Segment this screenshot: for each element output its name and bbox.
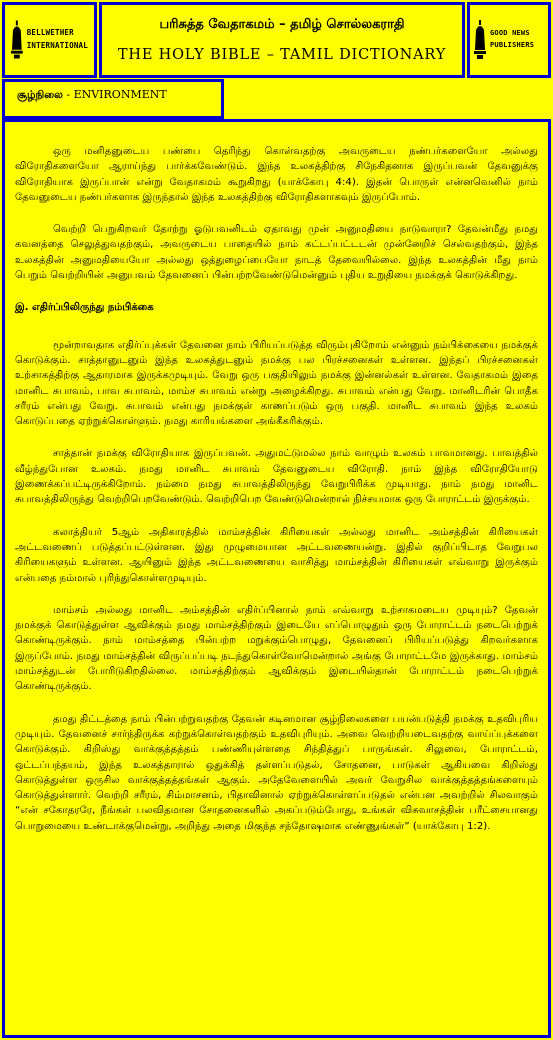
section-english: - ENVIRONMENT [66,88,167,101]
logo-line-1: GOOD NEWS [490,29,530,38]
section-tamil: சூழ்நிலை [17,89,63,101]
logo-line-1: BELLWETHER [26,28,74,38]
paragraph: வெற்றி பெறுகிறவர் தோற்று ஓடுபவனிடம் ஏதாவது முன் அனுமதியை நாடுவாரா? தேவன்மீது நமது கவனத்தை செலுத்துவதற்கும், அவருடைய பாதையில் நாம் கட்டப்பட்டடன் முன்னேறிச் செல்வதற்கும், இந்த உலகத்தின் அனுமதியையோ அல்லது ஒத்துழைப்பையோ நாடத் தேவையில்லை. இந்த உலகத்தின் மீது நாம் பெறும் வெற்றியின் அனுபவம் தேவனைப் பின்பற்றவேண்டுமென்னும் புதிய உறுதியை நமக்குக் கொடுக்கிறது. [15,224,538,282]
good-news-logo [467,2,551,78]
paragraph: மாம்சம் அல்லது மானிட அம்சத்தின் எதிர்ப்பினால் நாம் எவ்வாறு உற்சாகமடைய முடியும்? தேவன் நமக்குக் கொடுத்துள்ள ஆவிக்கும் நமது மாம்சத்திற்கும் இடையே எப்பொழுதும் ஒரு போராட்டம் நடைபெற்றுக் கொண்டிருக்கும். நாம் மாம்சத்தை பின்பற்ற மறுக்கும்பொழுது, தேவனைப் பிரியப்படுத்து கிறவர்களாக இருப்போம். நமது மாம்சத்தின் விருப்பப்படி நடந்துகொள்வோமென்றால் அங்கு போராட்டமே இருக்காது. மாம்சம் மாம்சத்துடன் போரிடுகிறதில்லை. மாம்சத்திற்கும் ஆவிக்கும் இடையில்தான் போராட்டம் நடைபெற்றுக் கொண்டிருக்கும். [15,604,538,693]
paragraph: கலாத்தியர் 5ஆம் அதிகாரத்தில் மாம்சத்தின் கிரியைகள் அல்லது மானிட அம்சத்தின் கிரியைகள் அட்டவணைப் படுத்தப்பட்டுள்ளன. இது முழுமையான அட்டவணையன்று. இதில் குறிப்பிடாத வேறுபல கிரியைகளும் உள்ளன. ஆயினும் இந்த அட்டவணையை வாசித்து மாம்சத்தின் கிரியைகள் எவ்வாறு இருக்கும் என்பதை நம்மால் புரிந்துகொள்ளமுடியும். [15,526,538,584]
bellwether-logo [2,2,97,78]
section-header [2,79,224,119]
paragraph: ஒரு மனிதனுடைய பண்பை தெரிந்து கொள்வதற்கு அவருடைய நண்பர்களையோ அல்லது விரோதிகளையோ ஆராய்ந்து பார்க்கவேண்டும். இந்த உலகத்திற்கு சிநேகிதனாக இருப்பவன் தேவனுக்கு விரோதியாக இருப்பான் என்று வேதாகமம் கூறுகிறது (யாக்கோபு 4:4). இதன் பொருள் என்னவெனில் நாம் தேவனுடைய நண்பர்களாக இருந்தால் இந்த உலகத்திற்கு விரோதிகளாகவும் இருப்போம். [15,146,538,203]
english-title: THE HOLY BIBLE – TAMIL DICTIONARY [117,47,447,63]
subheading: இ. எதிர்ப்பிலிருந்து நம்பிக்கை [15,302,154,314]
tamil-title: பரிசுத்த வேதாகமம் – தமிழ் சொல்லகராதி [159,17,405,32]
content-body [2,119,551,1038]
paragraph: சாத்தான் நமக்கு விரோதியாக இருப்பவன். அதுமட்டுமல்ல நாம் வாழும் உலகம் பாவமானது. பாவத்தில் வீழ்ந்துபோன உலகம். நமது மானிட சுபாவம் தேவனுடைய விரோதி. நாம் இந்த விரோதியோடு இணைக்கப்பட்டிருக்கிறோம். நம்மை நமது சுபாவத்திலிருந்து வேறுபிரிக்க முடியாது. நாம் நமது மானிட சுபாவத்திலிருந்து வெற்றிபெறவேண்டும். வெற்றிபெற வேண்டுமென்றால் நிச்சயமாக ஒரு போராட்டம் இருக்கும். [15,448,538,506]
logo-line-2: PUBLISHERS [490,41,535,49]
bell-icon [11,20,23,60]
paragraph: மூன்றாவதாக எதிர்ப்புக்கள் தேவனை நாம் பிரியப்படுத்த விரும்புகிறோம் என்னும் நம்பிக்கையை நமக்குக் கொடுக்கும். சாத்தானுடனும் இந்த உலகத்துடனும் நமக்கு பல பிரச்சனைகள் உள்ளன. இந்தப் பிரச்சனைகள் உற்சாகத்திற்கு ஆதாரமாக இருக்கமுடியும். வேறு ஒரு பகுதியிலும் நமக்கு இன்னல்கள் உள்ளன. வேதாகமம் இதை மானிட சுபாவம், பாவ சுபாவம், மாம்ச சுபாவம் என்று அழைக்கிறது. சுபாவம் என்பது வேறு. மானிடரின் பொதீக சரீரம் என்பது வேறு. சுபாவம் என்பது நமக்குள் காணப்படும் ஒரு பகுதி. மானிட சுபாவம் இந்த உலகம் கொடுப்பதை ஏற்றுக்கொள்ளும். நமது காரியங்களை அங்கீகரிக்கும். [15,339,538,428]
bell-icon [474,20,486,60]
logo-line-2: INTERNATIONAL [26,41,88,50]
header [99,2,465,78]
paragraph: தமது திட்டத்தை நாம் பின்பற்றுவதற்கு தேவன் கடினமான சூழ்நிலைகளை பயன்படுத்தி நமக்கு உதவிபுரிய முடியும். தேவனைச் சார்ந்திருக்க கற்றுக்கொள்வதற்கும் உதவிபுரியும். அவை வெற்றியடைவதற்கு வாய்ப்புக்களை கொடுக்கும். கிறிஸ்து வாக்குத்தத்தம் பண்ணியுள்ளதை சிந்தித்துப் பாருங்கள். சிலுவை, போராட்டம், ஒட்டப்பந்தயம், இந்த உலகத்தாரால் ஒதுக்கித் தள்ளப்படுதல், சோதனை, பாடுகள் ஆகியவை கிறிஸ்து கொடுத்துள்ள ஒருசில வாக்குத்தத்தங்கள் ஆகும். அதேவேளையில் அவர் வேறுசில வாக்குத்தத்தங்களையும் கொடுத்துள்ளார். வெற்றி சரீரம், சிம்மாசனம், பிதாவினால் ஏற்றுக்கொள்ளப்படுதல் என்பன அவற்றில் சிலவாகும் “என் சகோதரரே, நீங்கள் பலவிதமான சோதனைகளில் அகப்படும்போது, உங்கள் விசுவாசத்தின் பரீட்சையானது பொறுமையை உண்டாக்குமென்று, அறிந்து அதை மிகுந்த சந்தோஷமாக எண்ணுங்கள்” (யாக்கோபு 1:2). [15,713,538,832]
